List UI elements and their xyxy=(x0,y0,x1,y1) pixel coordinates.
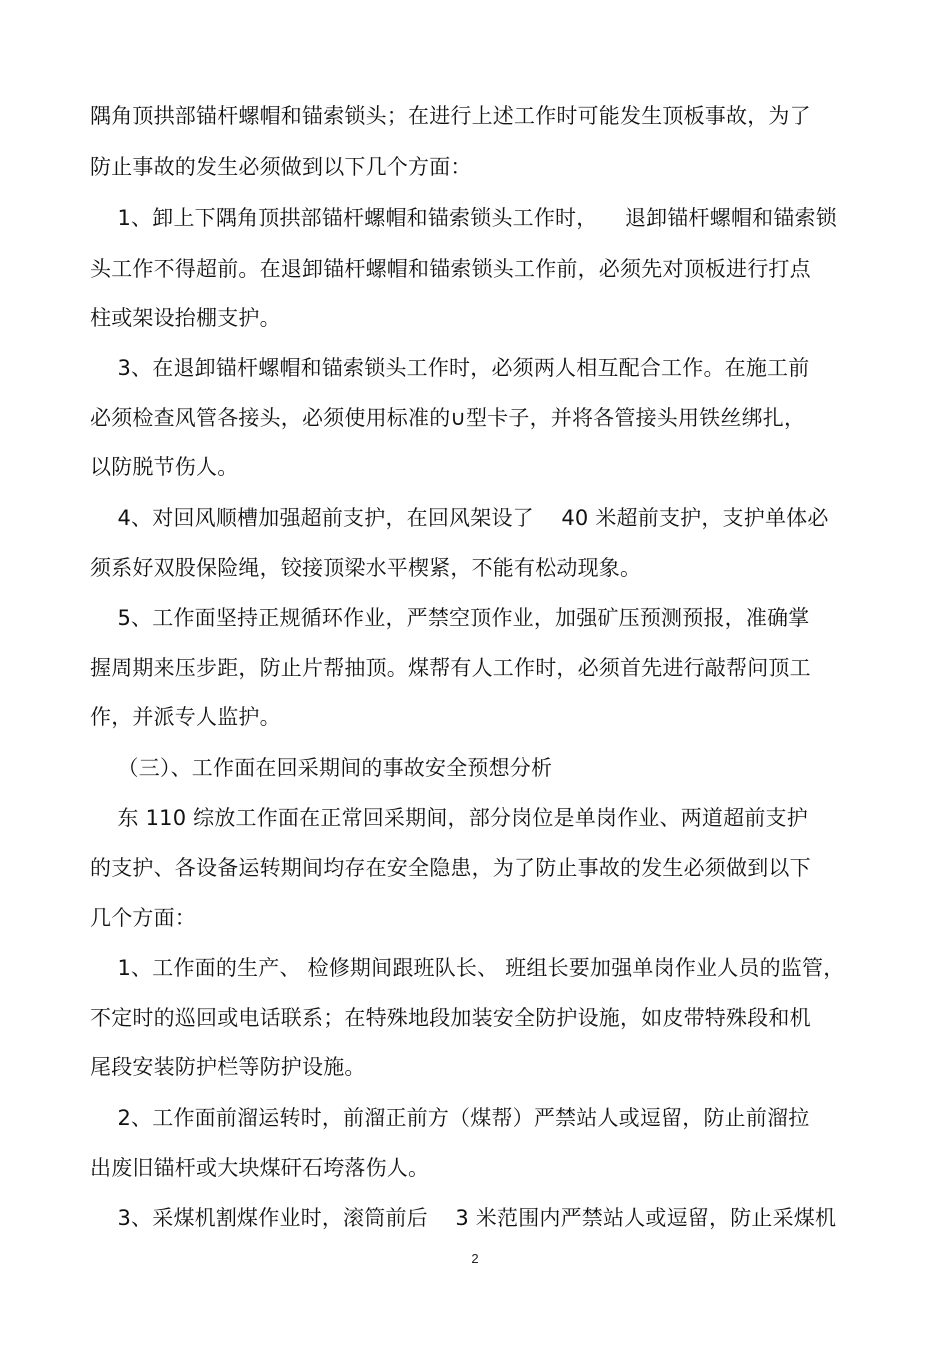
text-line: 3、在退卸锚杆螺帽和锚索锁头工作时，必须两人相互配合工作。在施工前 xyxy=(90,356,810,380)
text-line: 尾段安装防护栏等防护设施。 xyxy=(90,1055,366,1079)
text-line: 1、卸上下隅角顶拱部锚杆螺帽和锚索锁头工作时， 退卸锚杆螺帽和锚索锁 xyxy=(90,206,837,230)
text-line: 隅角顶拱部锚杆螺帽和锚索锁头；在进行上述工作时可能发生顶板事故，为了 xyxy=(90,104,811,128)
text-line: 握周期来压步距，防止片帮抽顶。煤帮有人工作时，必须首先进行敲帮问顶工 xyxy=(90,656,811,680)
text-line: 出废旧锚杆或大块煤矸石垮落伤人。 xyxy=(90,1156,430,1180)
text-line: 的支护、各设备运转期间均存在安全隐患，为了防止事故的发生必须做到以下 xyxy=(90,856,811,880)
text-line: 5、工作面坚持正规循环作业，严禁空顶作业，加强矿压预测预报，准确掌 xyxy=(90,606,810,630)
text-line: 2、工作面前溜运转时，前溜正前方（煤帮）严禁站人或逗留，防止前溜拉 xyxy=(90,1106,810,1130)
text-line: 柱或架设抬棚支护。 xyxy=(90,306,281,330)
text-line: 头工作不得超前。在退卸锚杆螺帽和锚索锁头工作前，必须先对顶板进行打点 xyxy=(90,257,811,281)
text-line: 作，并派专人监护。 xyxy=(90,705,281,729)
text-line: 几个方面： xyxy=(90,906,196,930)
text-line: 4、对回风顺槽加强超前支护，在回风架设了 40 米超前支护，支护单体必 xyxy=(90,506,829,530)
text-line: 1、工作面的生产、 检修期间跟班队长、 班组长要加强单岗作业人员的监管， xyxy=(90,956,845,980)
text-line: 3、采煤机割煤作业时，滚筒前后 3 米范围内严禁站人或逗留，防止采煤机 xyxy=(90,1206,837,1230)
section-heading: （三）、工作面在回采期间的事故安全预想分析 xyxy=(90,756,553,780)
text-line: 不定时的巡回或电话联系；在特殊地段加装安全防护设施，如皮带特殊段和机 xyxy=(90,1006,811,1030)
text-line: 以防脱节伤人。 xyxy=(90,455,239,479)
text-line: 防止事故的发生必须做到以下几个方面： xyxy=(90,155,472,179)
text-line: 须系好双股保险绳，铰接顶梁水平楔紧，不能有松动现象。 xyxy=(90,556,642,580)
page-number: 2 xyxy=(471,1251,479,1266)
text-line: 必须检查风管各接头，必须使用标准的∪型卡子，并将各管接头用铁丝绑扎， xyxy=(90,406,806,430)
text-line: 东 110 综放工作面在正常回采期间，部分岗位是单岗作业、两道超前支护 xyxy=(90,806,808,830)
